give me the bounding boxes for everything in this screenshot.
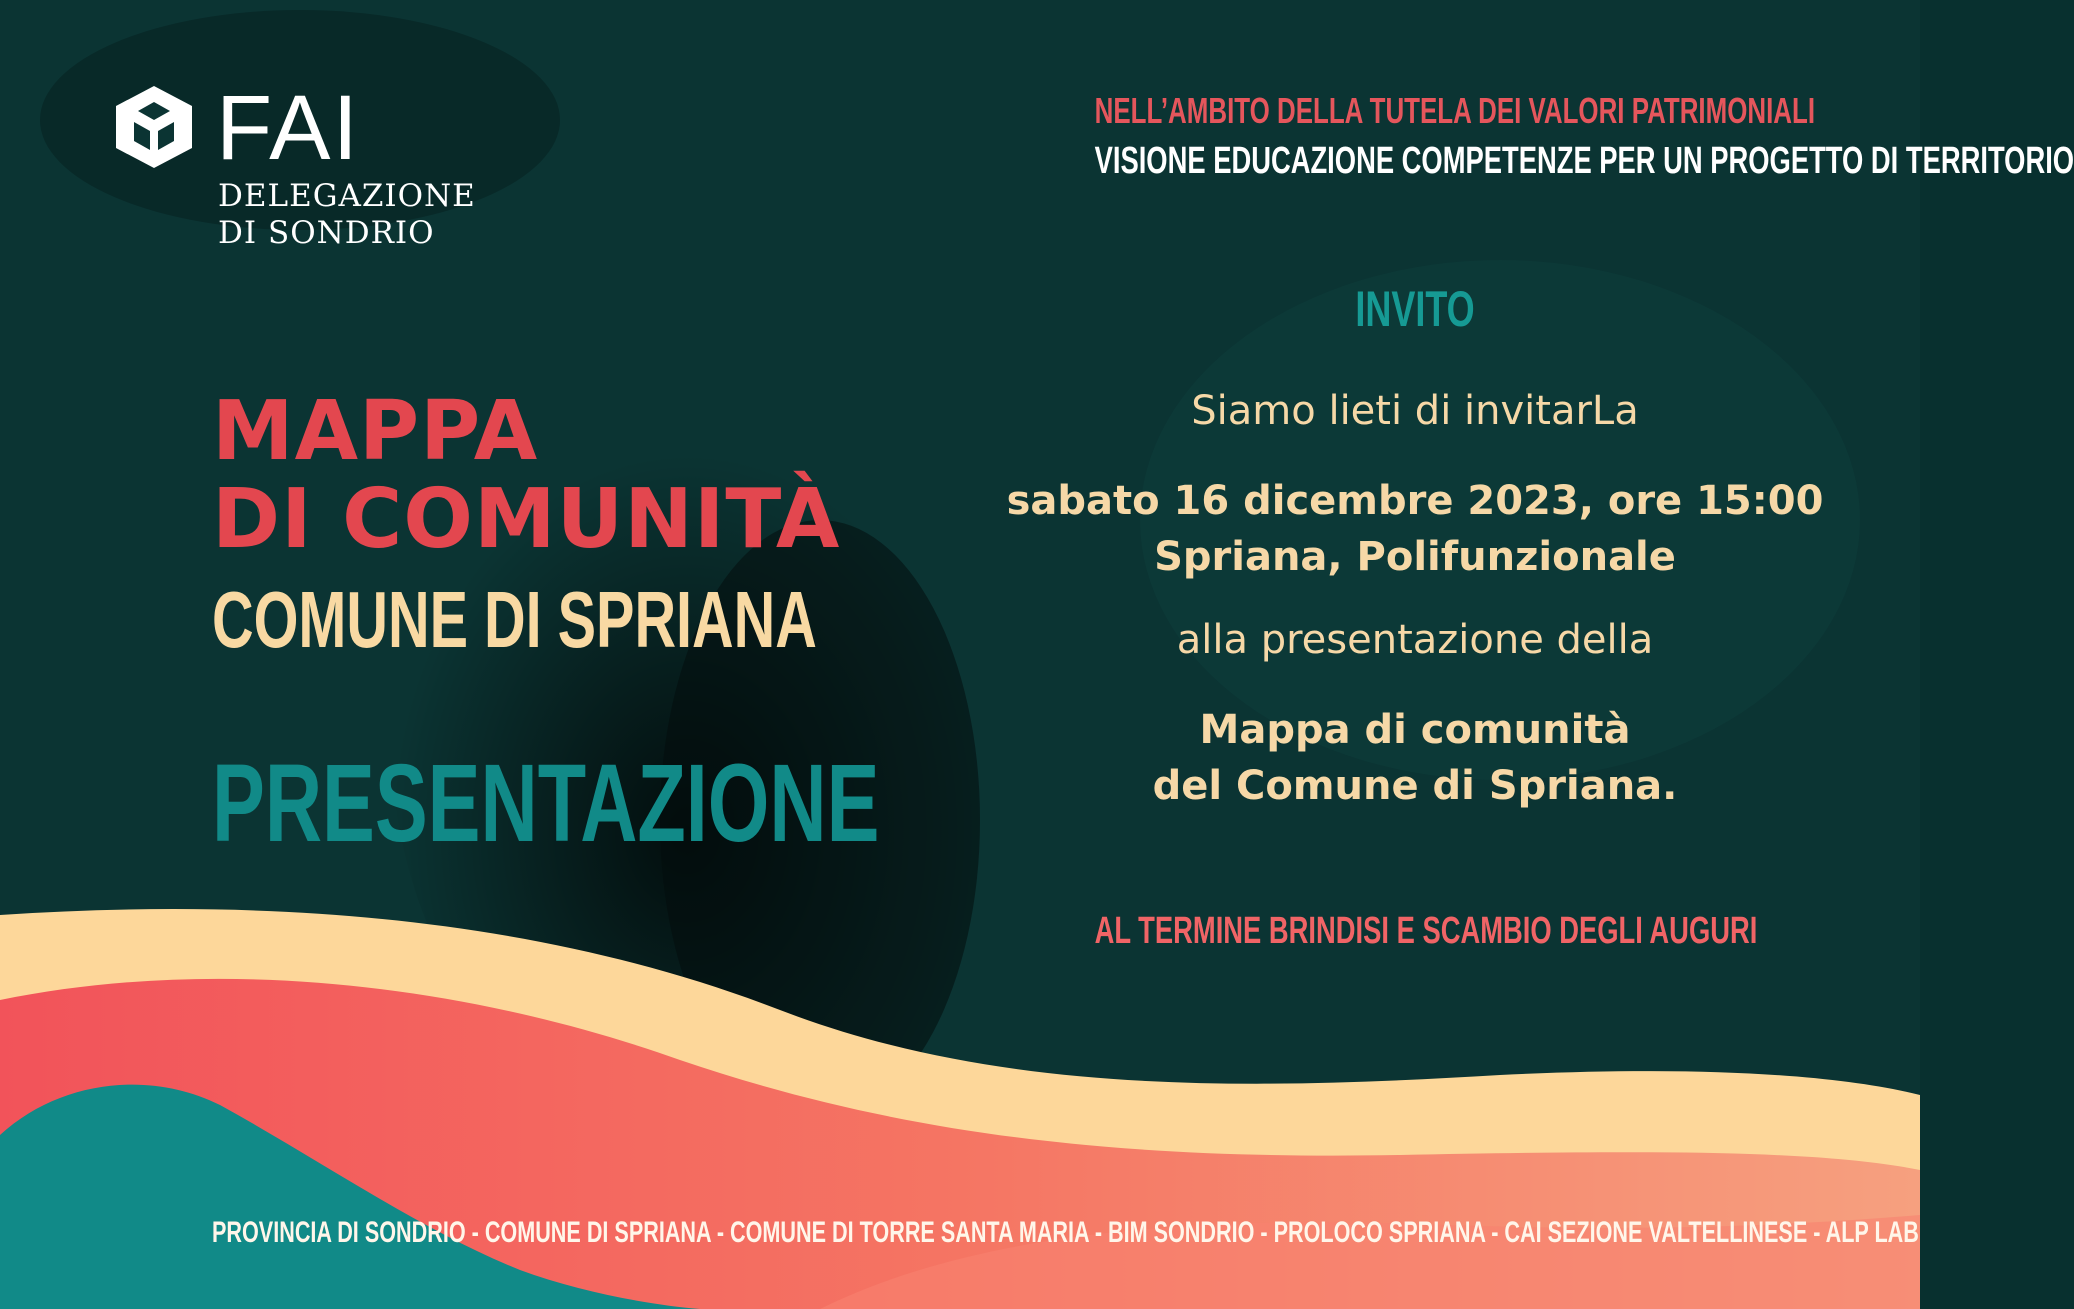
partners-footer [212, 1216, 1919, 1250]
event-date: sabato 16 dicembre 2023, ore 15:00 [1006, 478, 1824, 524]
closing-note-text: AL TERMINE BRINDISI E SCAMBIO DEGLI AUGURI [1094, 910, 1758, 952]
fai-logo [112, 77, 476, 264]
invitation-subject [970, 702, 1860, 814]
invitation-intro: Siamo lieti di invitarLa [1191, 388, 1639, 434]
tagline-white [970, 140, 2074, 183]
municipality-subtitle-text: COMUNE DI SPRIANA [212, 575, 817, 664]
title-line2: DI COMUNITÀ [212, 472, 841, 567]
event-date-place [970, 473, 1860, 585]
invitation-lead: alla presentazione della [1176, 617, 1654, 663]
tagline-white-text: VISIONE EDUCAZIONE COMPETENZE PER UN PROGETTO DI TERRITORIO [1094, 140, 2074, 182]
closing-note [970, 910, 1860, 953]
partners-footer-text: PROVINCIA DI SONDRIO - COMUNE DI SPRIANA - COMUNE DI TORRE SANTA MARIA - BIM SONDRIO - PROLOCO SPRIANA - CAI SEZIONE VALTELLINESE - ALP LAB [212, 1216, 1919, 1249]
title-line1: MAPPA [212, 384, 539, 479]
presentation-heading-text: PRESENTAZIONE [212, 742, 880, 865]
delegation-label [218, 178, 476, 252]
municipality-subtitle [212, 574, 1052, 666]
event-place: Spriana, Polifunzionale [1154, 534, 1676, 580]
subject-line2: del Comune di Spriana. [1152, 763, 1678, 809]
fai-wordmark: FAI [216, 77, 361, 179]
subject-line1: Mappa di comunità [1199, 707, 1631, 753]
invito-heading-text: INVITO [1355, 281, 1475, 337]
event-title [212, 384, 912, 567]
delegation-line1: DELEGAZIONE [218, 178, 476, 214]
tagline-red-text: NELL’AMBITO DELLA TUTELA DEI VALORI PATRIMONIALI [1094, 90, 1816, 131]
invito-heading [970, 280, 1860, 338]
delegation-line2: DI SONDRIO [218, 215, 435, 251]
tagline-red [970, 90, 1860, 132]
fai-cube-icon [112, 84, 196, 170]
